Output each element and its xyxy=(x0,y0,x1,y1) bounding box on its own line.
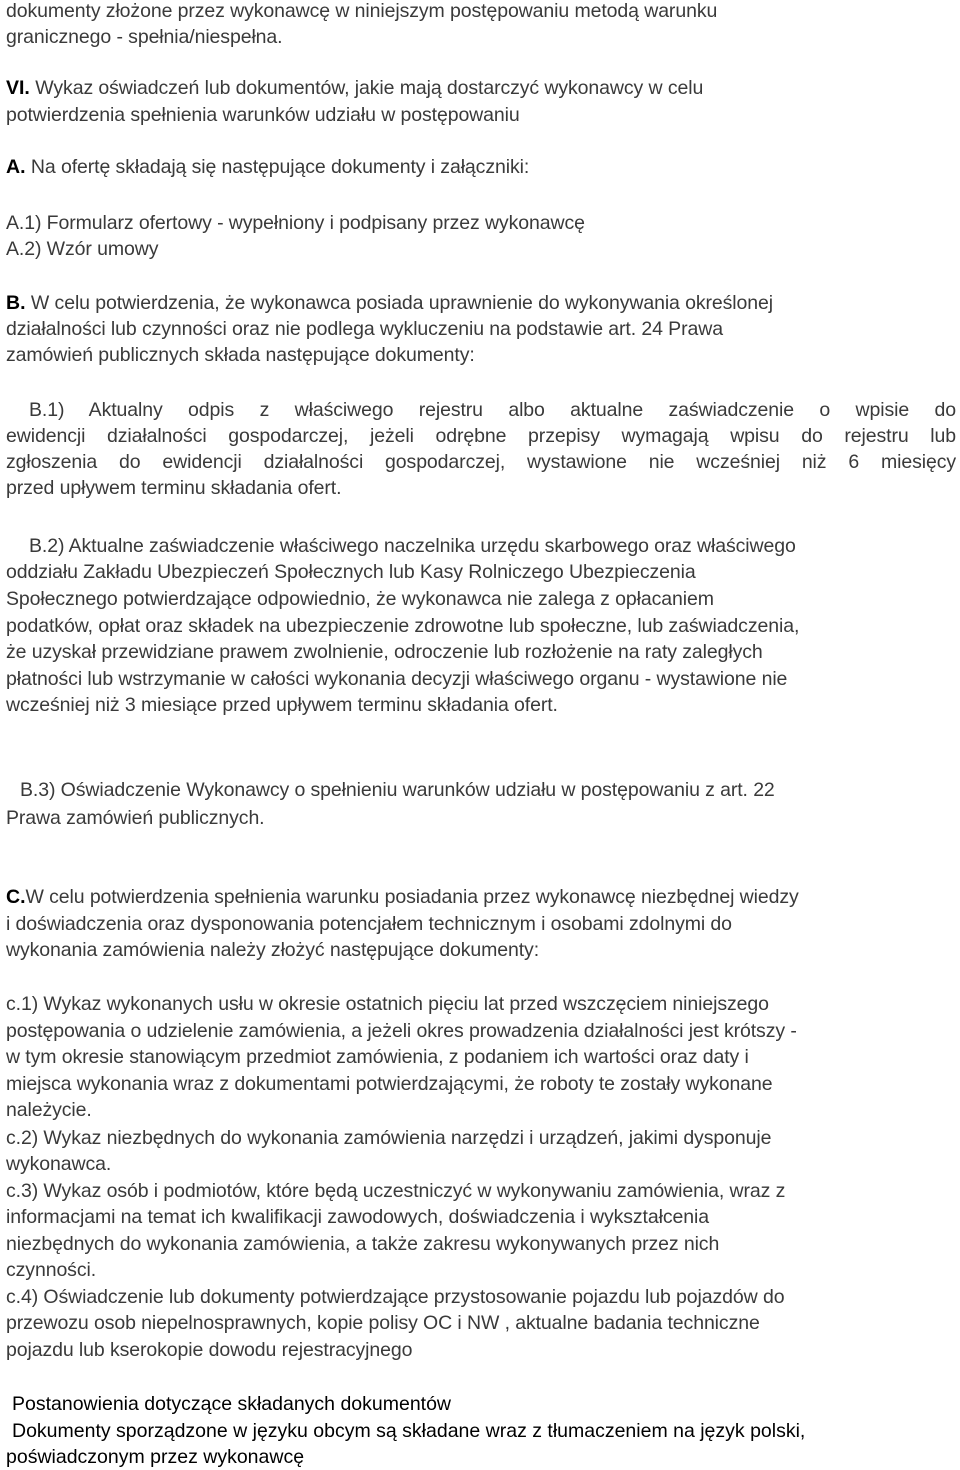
c1-line-1: c.1) Wykaz wykonanych usłu w okresie ostatnich pięciu lat przed wszczęciem niniejszego xyxy=(6,993,769,1015)
b3-line-2: Prawa zamówień publicznych. xyxy=(6,807,265,829)
section-a-marker: A. xyxy=(6,156,26,178)
section-vi-title: Wykaz oświadczeń lub dokumentów, jakie mają dostarczyć wykonawcy w celu xyxy=(35,77,704,99)
b1-line-1: B.1) Aktualny odpis z właściwego rejestru albo aktualne zaświadczenie o wpisie do xyxy=(29,399,956,421)
section-c-intro-line-2: i doświadczenia oraz dysponowania potencjałem technicznym i osobami zdolnymi do xyxy=(6,913,732,935)
section-b-intro-line-3: zamówień publicznych składa następujące dokumenty: xyxy=(6,344,475,366)
section-c-intro-line-3: wykonania zamówienia należy złożyć następujące dokumenty: xyxy=(6,939,540,961)
b2-line-5: że uzyskał przewidziane prawem zwolnienie, odroczenie lub rozłożenie na raty zaległych xyxy=(6,641,763,663)
b2-line-3: Społecznego potwierdzające odpowiednio, że wykonawca nie zalega z opłacaniem xyxy=(6,588,714,610)
c1-line-5: należycie. xyxy=(6,1099,92,1121)
b2-line-1: B.2) Aktualne zaświadczenie właściwego naczelnika urzędu skarbowego oraz właściwego xyxy=(29,535,796,557)
c1-line-3: w tym okresie stanowiącym przedmiot zamówienia, z podaniem ich wartości oraz daty i xyxy=(6,1046,749,1068)
c3-line-2: informacjami na temat ich kwalifikacji zawodowych, doświadczenia i wykształcenia xyxy=(6,1206,709,1228)
section-b-intro-line-1 xyxy=(6,290,956,316)
provisions-line-1: Dokumenty sporządzone w języku obcym są składane wraz z tłumaczeniem na język polski, xyxy=(12,1420,806,1442)
b1-line-2: ewidencji działalności gospodarczej, jeżeli odrębne przepisy wymagają wpisu do rejestru lub xyxy=(6,425,956,447)
b1-line-3: zgłoszenia do ewidencji działalności gospodarczej, wystawione nie wcześniej niż 6 miesięcy xyxy=(6,451,956,473)
c2-line-2: wykonawca. xyxy=(6,1153,112,1175)
section-c-intro-text: W celu potwierdzenia spełnienia warunku posiadania przez wykonawcę niezbędnej wiedzy xyxy=(25,886,799,908)
b2-line-7: wcześniej niż 3 miesiące przed upływem terminu składania ofert. xyxy=(6,694,558,716)
section-a-title: Na ofertę składają się następujące dokumenty i załączniki: xyxy=(30,156,530,178)
section-a-heading xyxy=(6,154,956,180)
b2-line-6: płatności lub wstrzymanie w całości wykonania decyzji właściwego organu - wystawione nie xyxy=(6,668,788,690)
c3-line-1: c.3) Wykaz osób i podmiotów, które będą uczestniczyć w wykonywaniu zamówienia, wraz z xyxy=(6,1180,786,1202)
c3-line-3: niezbędnych do wykonania zamówienia, a także zakresu wykonywanych przez nich xyxy=(6,1233,720,1255)
b2-line-2: oddziału Zakładu Ubezpieczeń Społecznych lub Kasy Rolniczego Ubezpieczenia xyxy=(6,561,696,583)
c4-line-3: pojazdu lub kserokopie dowodu rejestracyjnego xyxy=(6,1339,413,1361)
section-vi-heading-line-2: potwierdzenia spełnienia warunków udziału w postępowaniu xyxy=(6,104,520,126)
intro-line-2: granicznego - spełnia/niespełna. xyxy=(6,26,283,48)
c1-line-4: miejsca wykonania wraz z dokumentami potwierdzającymi, że roboty te zostały wykonane xyxy=(6,1073,773,1095)
section-b-marker: B. xyxy=(6,292,26,314)
section-c-intro-line-1 xyxy=(6,884,956,910)
section-b-intro-line-2: działalności lub czynności oraz nie podlega wykluczeniu na podstawie art. 24 Prawa xyxy=(6,318,723,340)
b1-line-4: przed upływem terminu składania ofert. xyxy=(6,477,342,499)
section-a-item-2: A.2) Wzór umowy xyxy=(6,238,159,260)
c3-line-4: czynności. xyxy=(6,1259,97,1281)
b2-line-4: podatków, opłat oraz składek na ubezpieczenie zdrowotne lub społeczne, lub zaświadczenia, xyxy=(6,615,800,637)
c4-line-2: przewozu osob niepelnosprawnych, kopie polisy OC i NW , aktualne badania techniczne xyxy=(6,1312,760,1334)
c4-line-1: c.4) Oświadczenie lub dokumenty potwierdzające przystosowanie pojazdu lub pojazdów do xyxy=(6,1286,785,1308)
section-vi-marker: VI. xyxy=(6,77,30,99)
c2-line-1: c.2) Wykaz niezbędnych do wykonania zamówienia narzędzi i urządzeń, jakimi dysponuje xyxy=(6,1127,772,1149)
section-a-item-1: A.1) Formularz ofertowy - wypełniony i podpisany przez wykonawcę xyxy=(6,212,585,234)
c1-line-2: postępowania o udzielenie zamówienia, a jeżeli okres prowadzenia działalności jest krótszy - xyxy=(6,1020,797,1042)
section-b-intro-text: W celu potwierdzenia, że wykonawca posiada uprawnienie do wykonywania określonej xyxy=(30,292,773,314)
provisions-line-2: poświadczonym przez wykonawcę xyxy=(6,1446,305,1468)
section-c-marker: C. xyxy=(6,886,26,908)
section-vi-heading-line-1 xyxy=(6,75,956,101)
b3-line-1: B.3) Oświadczenie Wykonawcy o spełnieniu warunków udziału w postępowaniu z art. 22 xyxy=(20,779,775,801)
provisions-heading: Postanowienia dotyczące składanych dokumentów xyxy=(12,1393,452,1415)
intro-line-1: dokumenty złożone przez wykonawcę w niniejszym postępowaniu metodą warunku xyxy=(6,0,718,22)
